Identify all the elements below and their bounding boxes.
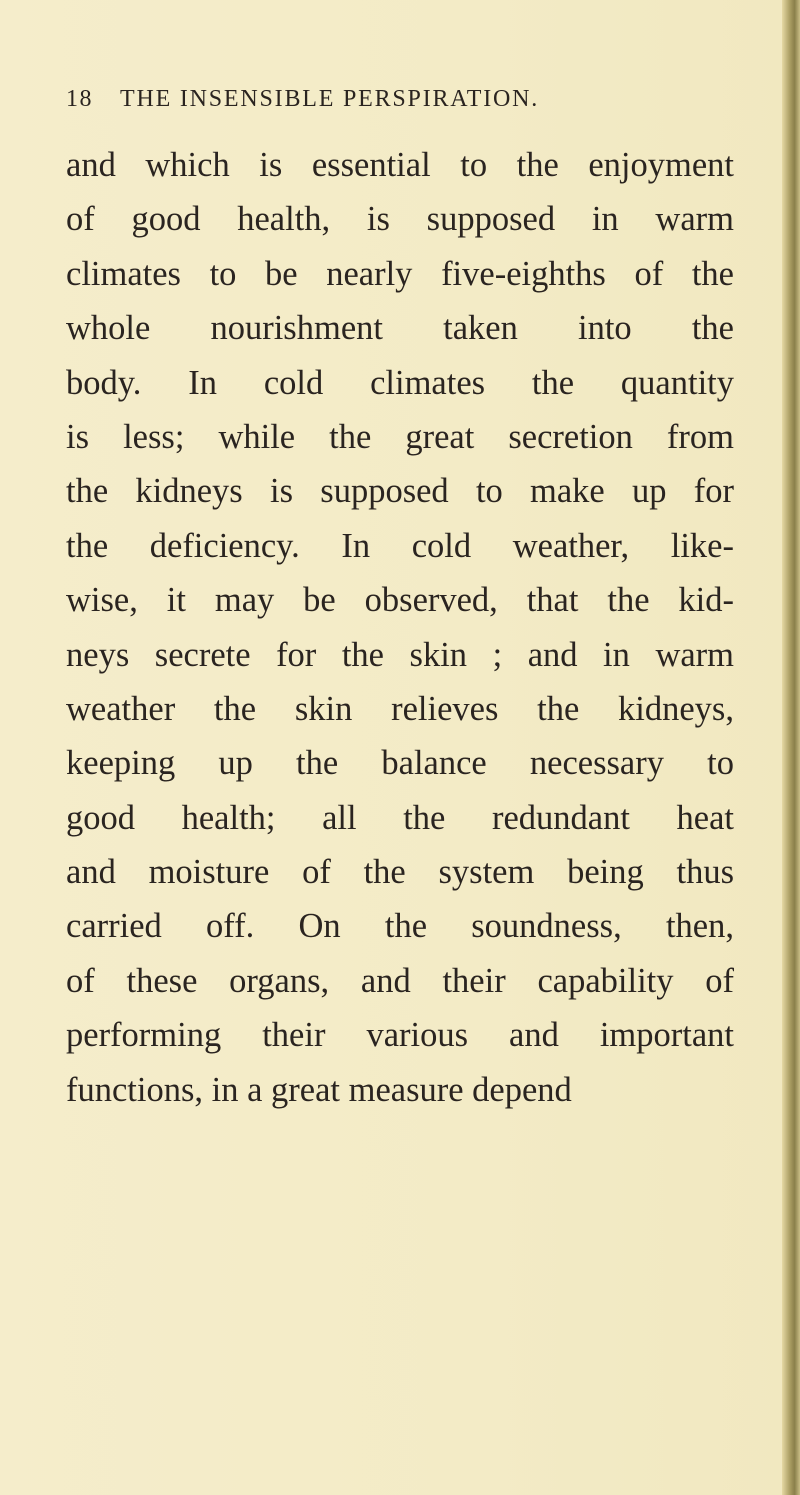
body-paragraph [66,138,734,1117]
page-edge-binding [782,0,800,1495]
text-line: whole nourishment taken into the [66,309,734,348]
text-line: performing their various and important [66,1016,734,1055]
text-line: weather the skin relieves the kidneys, [66,689,734,728]
text-line: carried off. On the soundness, then, [66,907,734,946]
text-line: climates to be nearly five-eighths of the [66,254,734,293]
text-line: functions, in a great measure depend [66,1070,572,1109]
text-line: of these organs, and their capability of [66,961,734,1000]
running-title: THE INSENSIBLE PERSPIRATION. [120,86,540,112]
text-line: is less; while the great secretion from [66,417,734,456]
text-line: of good health, is supposed in warm [66,200,734,239]
page-number: 18 [66,86,93,112]
text-line: neys secrete for the skin ; and in warm [66,635,734,674]
running-head [66,86,746,122]
text-line: good health; all the redundant heat [66,798,734,837]
text-line: keeping up the balance necessary to [66,744,734,783]
text-line: body. In cold climates the quantity [66,363,734,402]
text-line: and moisture of the system being thus [66,853,734,892]
text-line: the kidneys is supposed to make up for [66,472,734,511]
text-line: the deficiency. In cold weather, like- [66,526,734,565]
text-line: wise, it may be observed, that the kid- [66,581,734,620]
text-line: and which is essential to the enjoyment [66,146,734,184]
